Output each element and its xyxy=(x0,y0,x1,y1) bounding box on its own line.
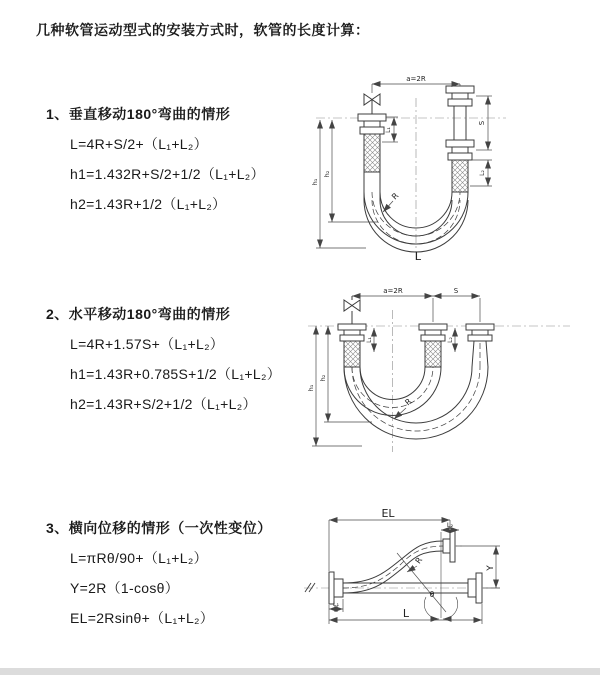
formula-line: Y=2R（1-cosθ） xyxy=(70,580,180,596)
displaced-flange xyxy=(443,530,455,562)
dim-label-s: S xyxy=(453,287,459,295)
diagram-vertical-180-bend xyxy=(300,70,580,265)
section-heading: 2、水平移动180°弯曲的情形 xyxy=(46,306,231,322)
right-flange xyxy=(468,573,482,603)
diagram-horizontal-180-bend xyxy=(298,284,588,474)
section-lateral-displacement xyxy=(46,518,272,628)
radius-label: R xyxy=(390,191,401,202)
dimension-lines xyxy=(312,296,480,446)
dim-label-el: EL xyxy=(381,507,395,520)
dim-label-l2: L₂ xyxy=(446,521,454,529)
formula-line: EL=2Rsinθ+（L₁+L₂） xyxy=(70,610,215,626)
dim-label-l1: L₁ xyxy=(332,600,340,608)
moving-end-fitting xyxy=(446,86,474,192)
angle-label: θ xyxy=(429,590,435,599)
section-heading: 1、垂直移动180°弯曲的情形 xyxy=(46,106,231,122)
dim-label-a2r: a=2R xyxy=(406,75,426,83)
dim-label-s: S xyxy=(478,120,486,126)
length-label: L xyxy=(414,250,422,263)
moving-end-position-2 xyxy=(466,324,494,341)
dim-label-l1: L₁ xyxy=(385,127,392,133)
dimension-lines xyxy=(329,520,500,624)
formula-line: h1=1.432R+S/2+1/2（L₁+L₂） xyxy=(70,166,265,182)
page-title: 几种软管运动型式的安装方式时，软管的长度计算： xyxy=(36,22,370,38)
formula-line: h1=1.43R+0.785S+1/2（L₁+L₂） xyxy=(70,366,281,382)
hose-s-curve xyxy=(343,541,443,593)
valve-icon xyxy=(364,94,380,114)
dim-label-a2r: a=2R xyxy=(383,287,403,295)
hose-bend xyxy=(344,341,488,439)
radius-label: R xyxy=(413,555,425,566)
formula-line: L=4R+S/2+（L₁+L₂） xyxy=(70,136,208,152)
dim-label-l2: L₂ xyxy=(447,337,454,343)
page-bottom-edge xyxy=(0,668,600,675)
moving-end-position-1 xyxy=(419,324,447,367)
fixed-end-fitting xyxy=(338,324,366,367)
section-horizontal-bend xyxy=(46,304,281,414)
dim-label-h2: h₂ xyxy=(319,374,327,382)
dim-label-y: Y xyxy=(486,565,496,571)
diagram-lateral-displacement xyxy=(300,502,600,662)
section-vertical-bend xyxy=(46,104,265,214)
dim-label-h1: h₁ xyxy=(307,384,315,392)
dim-label-h1: h₁ xyxy=(311,178,319,186)
formula-line: h2=1.43R+S/2+1/2（L₁+L₂） xyxy=(70,396,257,412)
section-heading: 3、横向位移的情形（一次性变位） xyxy=(46,520,272,536)
fixed-end-fitting xyxy=(358,114,386,200)
radius-label: R xyxy=(403,396,414,408)
dim-label-l2: L₂ xyxy=(479,170,486,176)
valve-icon xyxy=(344,296,360,324)
dim-label-l1: L₁ xyxy=(366,337,373,343)
dim-label-l: L xyxy=(402,607,410,620)
formula-line: h2=1.43R+1/2（L₁+L₂） xyxy=(70,196,227,212)
formula-line: L=4R+1.57S+（L₁+L₂） xyxy=(70,336,225,352)
formula-line: L=πRθ/90+（L₁+L₂） xyxy=(70,550,208,566)
dim-label-h2: h₂ xyxy=(323,170,331,178)
